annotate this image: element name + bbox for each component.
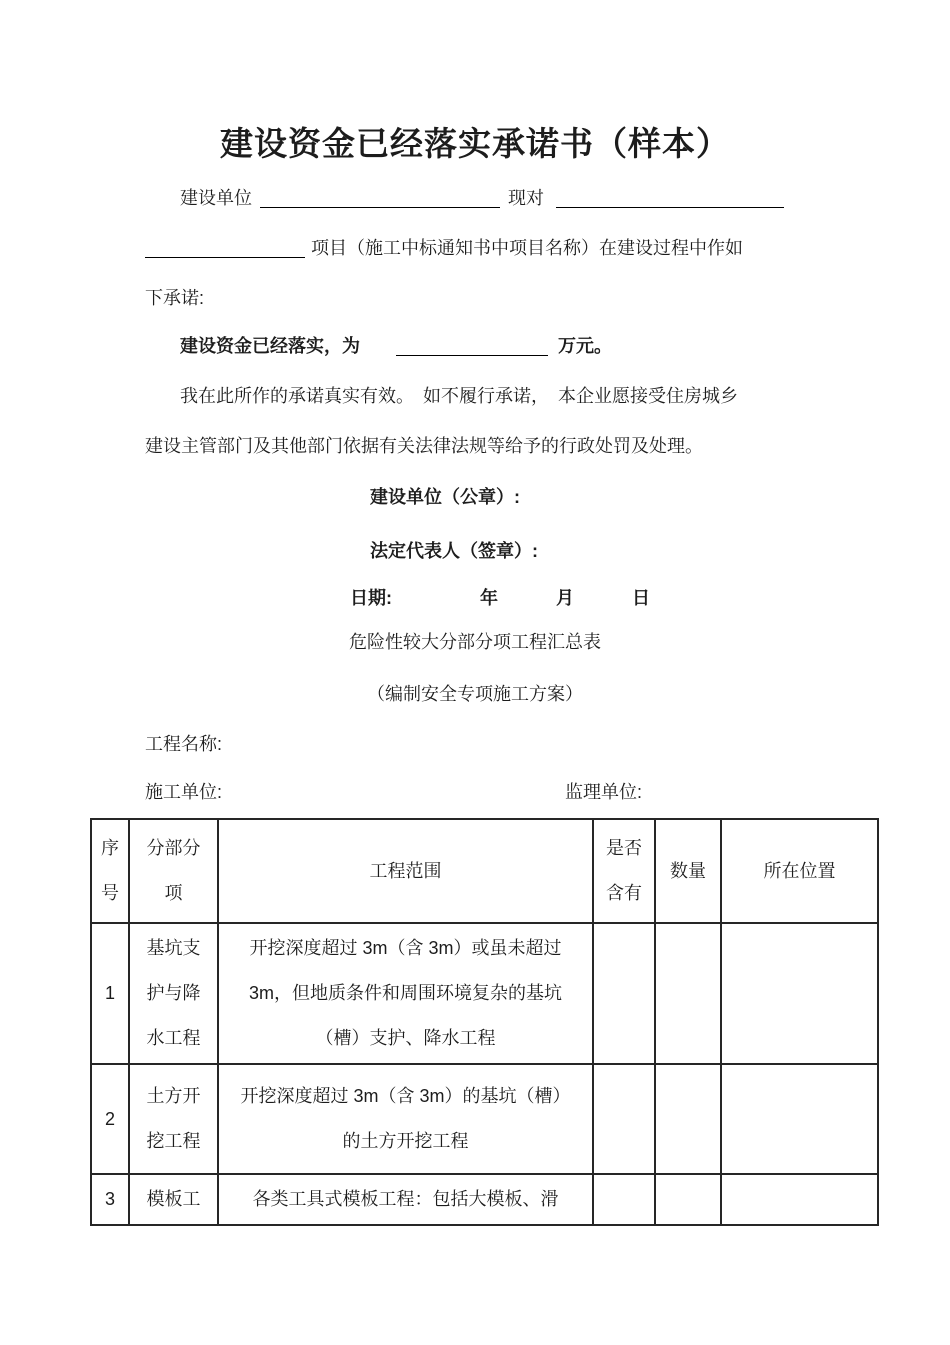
header-category: 分部分 项	[129, 819, 218, 923]
date-label: 日期:	[350, 588, 392, 608]
date-day-label: 日	[632, 588, 650, 608]
cell-category: 土方开 挖工程	[129, 1064, 218, 1174]
cell-seq: 3	[91, 1174, 129, 1225]
project-clause-text: 项目（施工中标通知书中项目名称）在建设过程中作如	[311, 238, 743, 258]
header-qty: 数量	[655, 819, 721, 923]
cell-seq: 2	[91, 1064, 129, 1174]
cell-seq: 1	[91, 923, 129, 1064]
cell-scope: 开挖深度超过 3m（含 3m）或虽未超过 3m，但地质条件和周围环境复杂的基坑 （槽）支护、降水工程	[218, 923, 593, 1064]
seal-line: 建设单位（公章）:	[370, 487, 520, 507]
header-location: 所在位置	[721, 819, 878, 923]
cell-has	[593, 923, 655, 1064]
table-row	[91, 1174, 878, 1225]
table-row	[91, 1064, 878, 1174]
paragraph-line-2: 建设主管部门及其他部门依据有关法律法规等给予的行政处罚及处理。	[145, 436, 703, 456]
cell-has	[593, 1174, 655, 1225]
table-header-row	[91, 819, 878, 923]
cell-category: 模板工	[129, 1174, 218, 1225]
now-for-label: 现对	[508, 188, 544, 208]
paragraph-line-1: 我在此所作的承诺真实有效。 如不履行承诺， 本企业愿接受住房城乡	[180, 386, 738, 406]
body-line-1	[180, 184, 784, 210]
header-seq: 序 号	[91, 819, 129, 923]
cell-scope: 各类工具式模板工程：包括大模板、滑	[218, 1174, 593, 1225]
cell-has	[593, 1064, 655, 1174]
date-year-label: 年	[480, 588, 498, 608]
cell-category: 基坑支 护与降 水工程	[129, 923, 218, 1064]
builder-label: 施工单位:	[145, 782, 223, 802]
blank-project-name	[145, 239, 305, 258]
summary-table-subtitle: （编制安全专项施工方案）	[367, 684, 583, 704]
representative-line: 法定代表人（签章）:	[370, 541, 538, 561]
blank-project-owner	[556, 189, 784, 208]
cell-scope: 开挖深度超过 3m（含 3m）的基坑（槽） 的土方开挖工程	[218, 1064, 593, 1174]
cell-qty	[655, 1174, 721, 1225]
body-line-3: 下承诺:	[145, 288, 205, 308]
cell-location	[721, 1174, 878, 1225]
hazard-summary-table	[90, 818, 879, 1226]
body-line-2	[145, 234, 743, 260]
cell-qty	[655, 1064, 721, 1174]
supervisor-label: 监理单位:	[565, 782, 643, 802]
cell-location	[721, 1064, 878, 1174]
header-scope: 工程范围	[218, 819, 593, 923]
commitment-suffix: 万元。	[558, 336, 612, 356]
summary-table-title: 危险性较大分部分项工程汇总表	[349, 632, 601, 652]
page-title: 建设资金已经落实承诺书（样本）	[220, 125, 730, 162]
header-has: 是否 含有	[593, 819, 655, 923]
date-line	[350, 584, 650, 610]
commitment-prefix: 建设资金已经落实，为	[180, 336, 360, 356]
cell-location	[721, 923, 878, 1064]
blank-construction-unit	[260, 189, 500, 208]
commitment-line	[180, 332, 612, 358]
table-row	[91, 923, 878, 1064]
cell-qty	[655, 923, 721, 1064]
project-name-label: 工程名称:	[145, 734, 223, 754]
date-month-label: 月	[556, 588, 574, 608]
blank-amount	[396, 337, 548, 356]
construction-unit-label: 建设单位	[180, 188, 252, 208]
